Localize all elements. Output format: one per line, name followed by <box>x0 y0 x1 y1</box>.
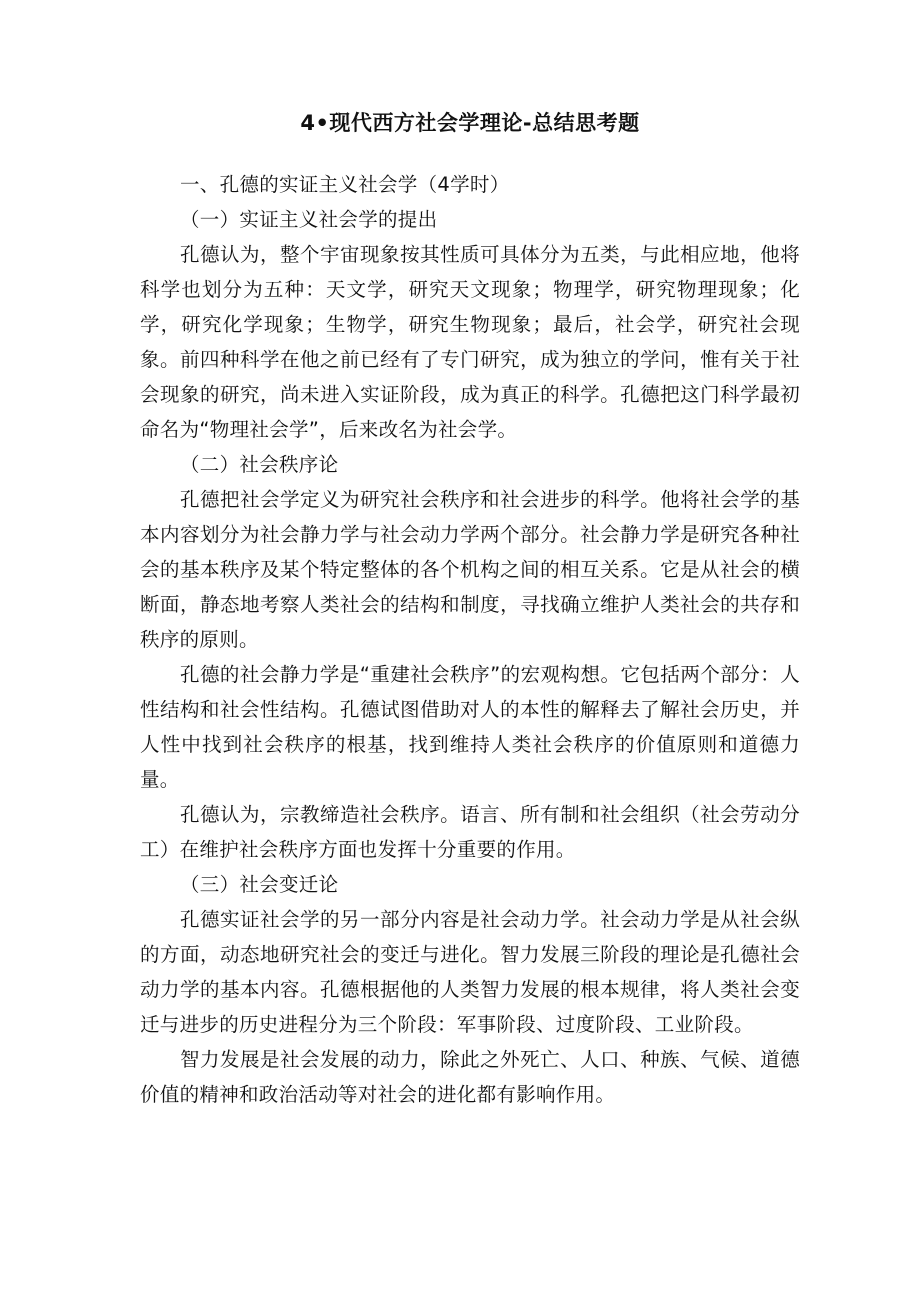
paragraph: 孔德认为，宗教缔造社会秩序。语言、所有制和社会组织（社会劳动分工）在维护社会秩序方面也发挥十分重要的作用。 <box>140 803 800 861</box>
paragraph: 孔德认为，整个宇宙现象按其性质可具体分为五类，与此相应地，他将科学也划分为五种：天文学，研究天文现象；物理学，研究物理现象；化学，研究化学现象；生物学，研究生物现象；最后，社会学，研究社会现象。前四种科学在他之前已经有了专门研究，成为独立的学问，惟有关于社会现象的研究，尚未进入实证阶段，成为真正的科学。孔德把这门科学最初命名为“物理社会学”，后来改名为社会学。 <box>140 243 800 441</box>
document-body <box>140 167 800 1112</box>
paragraph: 智力发展是社会发展的动力，除此之外死亡、人口、种族、气候、道德价值的精神和政治活动等对社会的进化都有影响作用。 <box>140 1048 800 1106</box>
subsection-heading-1: （一）实证主义社会学的提出 <box>180 208 438 231</box>
subsection-heading-2: （二）社会秩序论 <box>180 453 339 476</box>
paragraph: 孔德的社会静力学是“重建社会秩序”的宏观构想。它包括两个部分：人性结构和社会性结构。孔德试图借助对人的本性的解释去了解社会历史，并人性中找到社会秩序的根基，找到维持人类社会秩序的价值原则和道德力量。 <box>140 663 800 791</box>
document-page <box>140 0 800 1112</box>
section-heading-1: 一、孔德的实证主义社会学（4学时） <box>180 173 510 196</box>
subsection-heading-3: （三）社会变迁论 <box>180 873 339 896</box>
document-title: 4•现代西方社会学理论-总结思考题 <box>300 111 640 135</box>
paragraph: 孔德把社会学定义为研究社会秩序和社会进步的科学。他将社会学的基本内容划分为社会静力学与社会动力学两个部分。社会静力学是研究各种社会的基本秩序及某个特定整体的各个机构之间的相互关系。它是从社会的横断面，静态地考察人类社会的结构和制度，寻找确立维护人类社会的共存和秩序的原则。 <box>140 488 800 651</box>
paragraph: 孔德实证社会学的另一部分内容是社会动力学。社会动力学是从社会纵的方面，动态地研究社会的变迁与进化。智力发展三阶段的理论是孔德社会动力学的基本内容。孔德根据他的人类智力发展的根本规律，将人类社会变迁与进步的历史进程分为三个阶段：军事阶段、过度阶段、工业阶段。 <box>140 908 800 1036</box>
